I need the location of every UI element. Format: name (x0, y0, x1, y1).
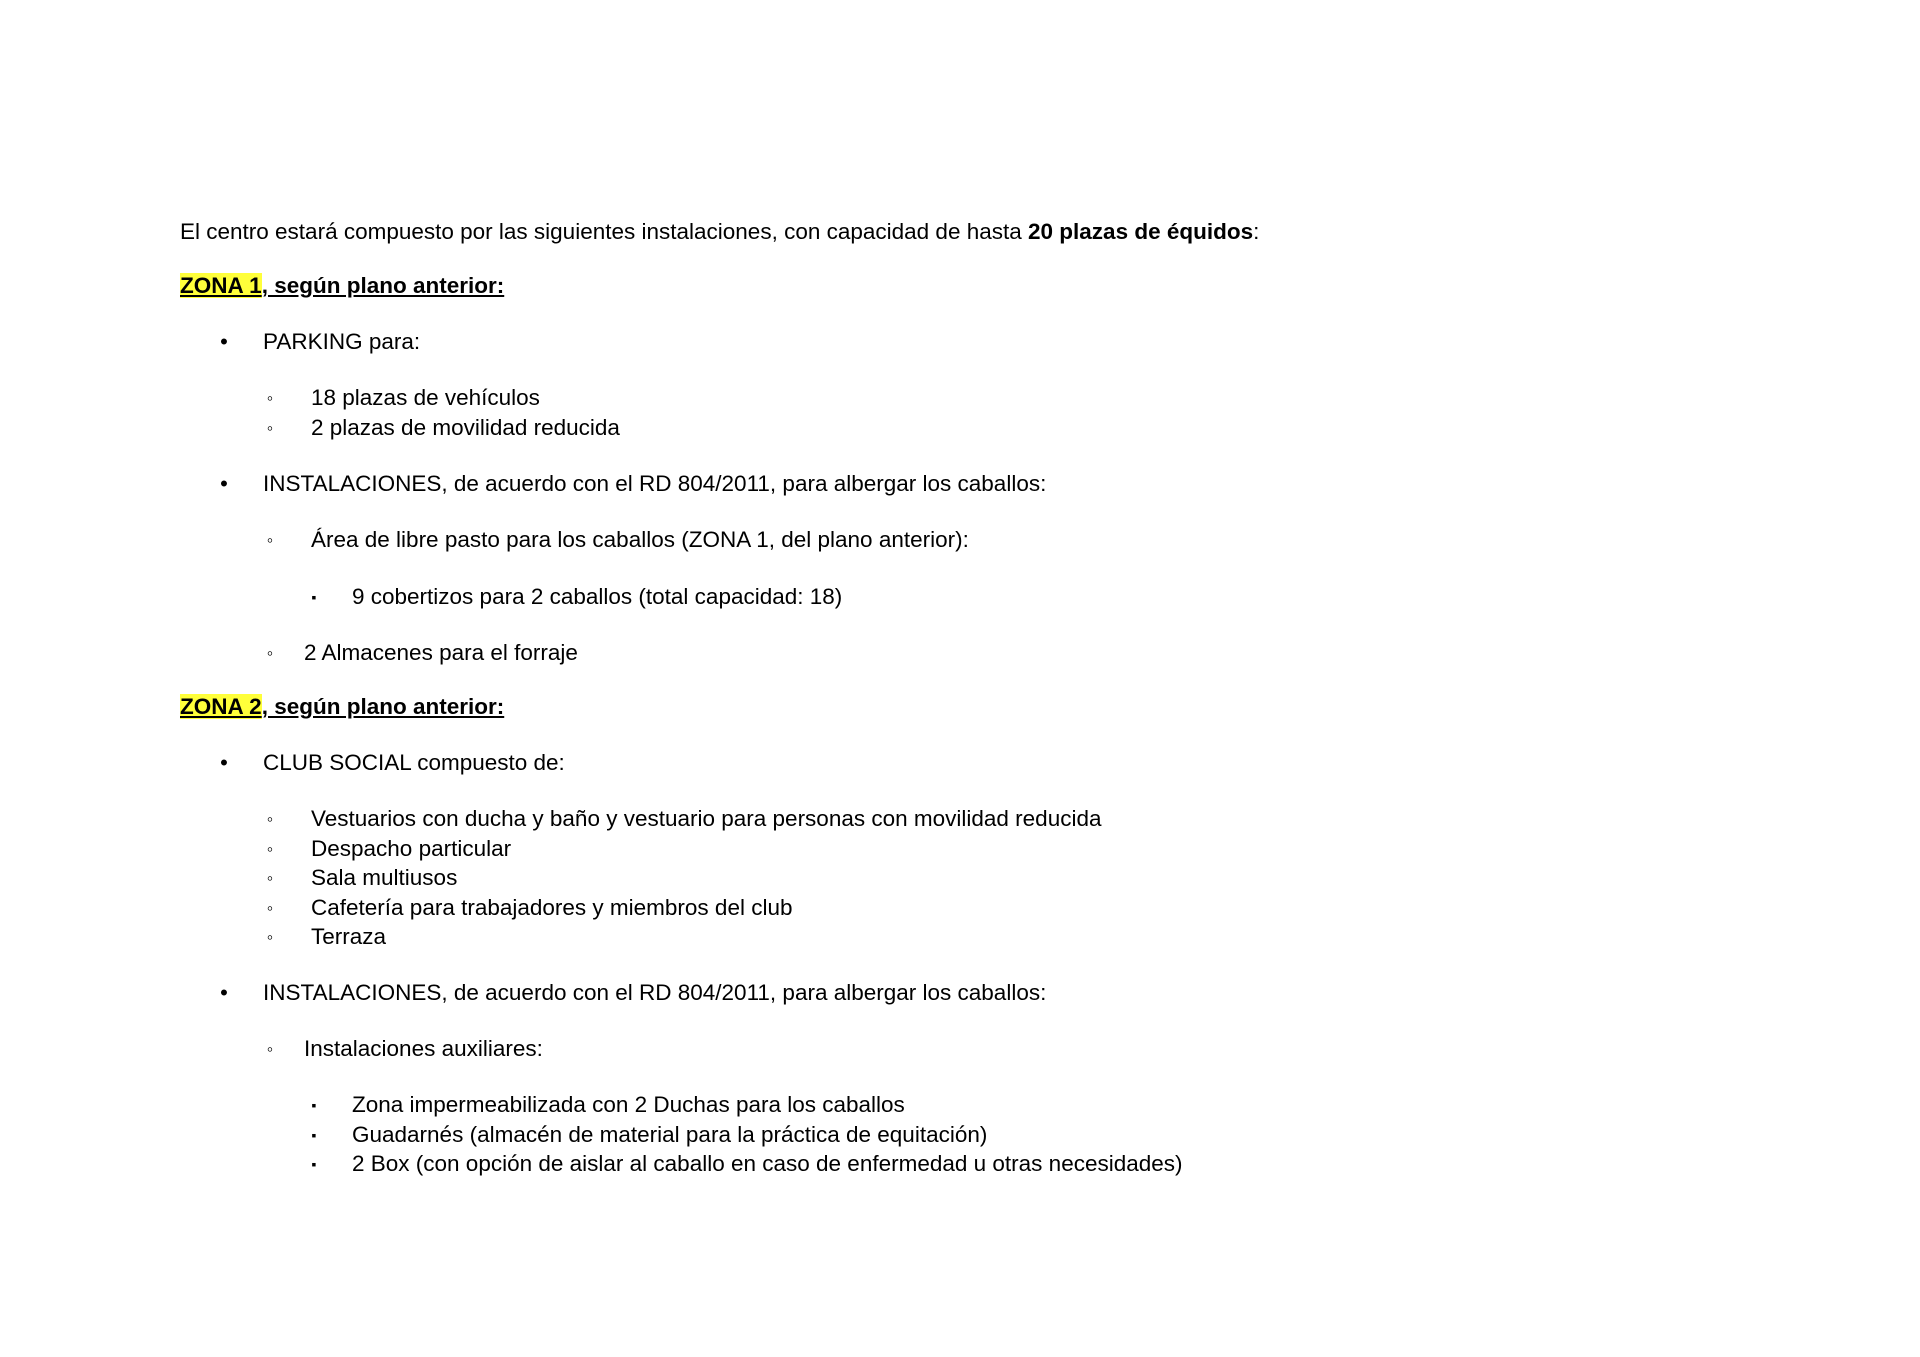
zone2-facilities-label: INSTALACIONES, de acuerdo con el RD 804/2011, para albergar los caballos: (263, 980, 1047, 1005)
bullet-level2: ◦ (266, 839, 274, 859)
zone1-heading (180, 271, 504, 301)
zone2-club-item: Vestuarios con ducha y baño y vestuario para personas con movilidad reducida (311, 806, 1102, 831)
zone1-highlight: ZONA 1 (180, 273, 262, 298)
zone2-club-item: Sala multiusos (311, 865, 458, 890)
bullet-level2: ◦ (266, 809, 274, 829)
zone1-pasture-item: Área de libre pasto para los caballos (ZONA 1, del plano anterior): (311, 527, 969, 552)
intro-bold-capacity: 20 plazas de équidos (1028, 219, 1254, 244)
zone2-auxiliary-item: Zona impermeabilizada con 2 Duchas para los caballos (352, 1092, 905, 1117)
bullet-level3: ▪ (311, 1156, 317, 1172)
zone2-heading-rest: , según plano anterior: (261, 694, 505, 719)
zone2-club-item: Despacho particular (311, 836, 512, 861)
zone2-auxiliary-item: Guadarnés (almacén de material para la práctica de equitación) (352, 1122, 988, 1147)
zone1-parking-item: 2 plazas de movilidad reducida (311, 415, 620, 440)
zone2-auxiliary-label: Instalaciones auxiliares: (304, 1036, 543, 1061)
zone1-parking-item: 18 plazas de vehículos (311, 385, 540, 410)
zone2-heading (180, 692, 504, 722)
zone2-club-item: Cafetería para trabajadores y miembros del club (311, 895, 793, 920)
zone2-club-label: CLUB SOCIAL compuesto de: (263, 750, 565, 775)
intro-colon: : (1253, 219, 1260, 244)
bullet-level2: ◦ (266, 927, 274, 947)
bullet-level2: ◦ (266, 418, 274, 438)
zone2-club-item: Terraza (311, 924, 387, 949)
bullet-level2: ◦ (266, 530, 274, 550)
bullet-level3: ▪ (311, 1127, 317, 1143)
zone1-facilities-label: INSTALACIONES, de acuerdo con el RD 804/2011, para albergar los caballos: (263, 471, 1047, 496)
zone1-storage-item: 2 Almacenes para el forraje (304, 640, 578, 665)
zone1-parking-label: PARKING para: (263, 329, 421, 354)
bullet-level3: ▪ (311, 589, 317, 605)
bullet-level1: • (220, 980, 228, 1005)
intro-paragraph (180, 217, 1259, 247)
bullet-level1: • (220, 329, 228, 354)
zone1-heading-rest: , según plano anterior: (261, 273, 505, 298)
bullet-level3: ▪ (311, 1097, 317, 1113)
bullet-level1: • (220, 750, 228, 775)
bullet-level1: • (220, 471, 228, 496)
intro-text: El centro estará compuesto por las siguientes instalaciones, con capacidad de hasta (180, 219, 1029, 244)
zone2-highlight: ZONA 2 (180, 694, 262, 719)
zone2-auxiliary-item: 2 Box (con opción de aislar al caballo en caso de enfermedad u otras necesidades) (352, 1151, 1183, 1176)
zone1-sheds-item: 9 cobertizos para 2 caballos (total capacidad: 18) (352, 584, 843, 609)
bullet-level2: ◦ (266, 868, 274, 888)
bullet-level2: ◦ (266, 1039, 274, 1059)
bullet-level2: ◦ (266, 388, 274, 408)
bullet-level2: ◦ (266, 898, 274, 918)
bullet-level2: ◦ (266, 643, 274, 663)
